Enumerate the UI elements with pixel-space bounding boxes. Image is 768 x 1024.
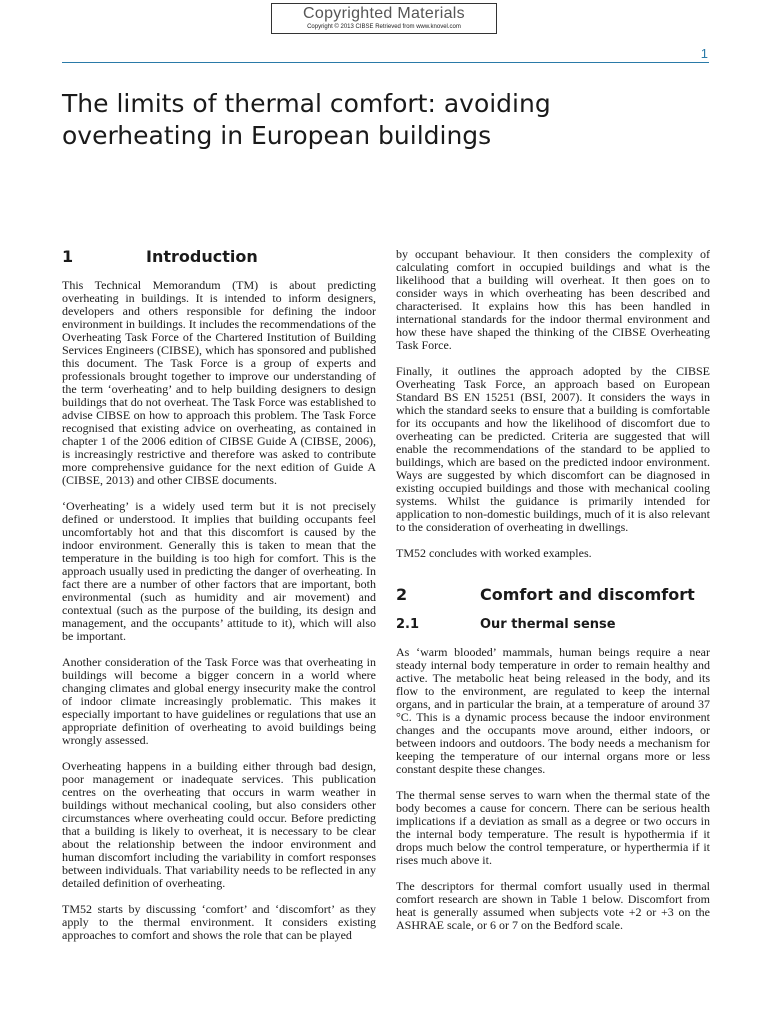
paragraph: As ‘warm blooded’ mammals, human beings require a near steady internal body temperature in order to remain healthy and active. The metabolic heat being released in the body, and its flow to the environment, are regulated to keep the internal organs, and in particular the brain, at a temperature of around 37 °C. This is a dynamic process because the indoor environment changes and the occupants move around, either indoors, or between indoors and outdoors. The body needs a mechanism for keeping the temperature of our internal organs more or less constant despite these changes. bbox=[396, 645, 710, 776]
paragraph: This Technical Memorandum (TM) is about predicting overheating in buildings. It is intended to inform designers, developers and others responsible for defining the indoor environment in buildings. It includes the recommendations of the Overheating Task Force of the Chartered Institution of Building Services Engineers (CIBSE), which has sponsored and published this document. The Task Force is a group of experts and professionals brought together to improve our understanding of the term ‘overheating’ and to help building designers to design buildings that do not overheat. The Task Force was established to advise CIBSE on how to approach this problem. The Task Force recognised that existing advice on overheating, as contained in chapter 1 of the 2006 edition of CIBSE Guide A (CIBSE, 2006), is increasingly restrictive and therefore was asked to contribute more comprehensive guidance for the next edition of Guide A (CIBSE, 2013) and other CIBSE documents. bbox=[62, 278, 376, 487]
document-title: The limits of thermal comfort: avoiding overheating in European buildings bbox=[62, 89, 551, 150]
page-number: 1 bbox=[700, 46, 708, 61]
section-2-1-heading bbox=[396, 616, 710, 634]
left-column bbox=[62, 246, 376, 942]
header-rule bbox=[62, 62, 709, 63]
paragraph: TM52 concludes with worked examples. bbox=[396, 546, 592, 560]
section-title: Comfort and discomfort bbox=[480, 585, 695, 604]
copyright-watermark bbox=[271, 3, 497, 34]
watermark-subtitle: Copyright © 2013 CIBSE Retrieved from www.knovel.com bbox=[307, 24, 461, 30]
paragraph: The thermal sense serves to warn when the thermal state of the body becomes a cause for concern. There can be serious health implications if a deviation as small as a degree or two occurs in the internal body temperature. The result is hypothermia if it drops much below the control temperature, or hyperthermia if it rises much above it. bbox=[396, 788, 710, 867]
section-2-heading bbox=[396, 584, 710, 606]
paragraph: The descriptors for thermal comfort usually used in thermal comfort research are shown in Table 1 below. Discomfort from heat is generally assumed when subjects vote +2 or +3 on the ASHRAE scale, or 6 or 7 on the Bedford scale. bbox=[396, 879, 710, 932]
section-number: 1 bbox=[62, 247, 74, 266]
watermark-title: Copyrighted Materials bbox=[303, 5, 465, 22]
section-1-heading bbox=[62, 246, 376, 268]
subsection-number: 2.1 bbox=[396, 617, 420, 632]
paragraph: Overheating happens in a building either through bad design, poor management or inadequate services. This publication centres on the overheating that occurs in warm weather in buildings without mechanical cooling, but also considers other circumstances where overheating could occur. Before predicting that a building is likely to overheat, it is necessary to be clear about the relationship between the indoor environment and human discomfort including the variability in comfort responses between individuals. That variability needs to be reflected in any detailed definition of overheating. bbox=[62, 759, 376, 890]
paragraph: TM52 starts by discussing ‘comfort’ and ‘discomfort’ as they apply to the thermal environment. It considers existing approaches to comfort and shows the role that can be played bbox=[62, 902, 376, 942]
paragraph: Finally, it outlines the approach adopted by the CIBSE Overheating Task Force, an approach based on European Standard BS EN 15251 (BSI, 2007). It considers the ways in which the standard seeks to ensure that a building is comfortable for its occupants and how the likelihood of discomfort due to overheating can be predicted. Criteria are suggested that will enable the recommendations of the standard to be applied to buildings, which are based on the predicted indoor environment. Ways are suggested by which discomfort can be diagnosed in existing occupied buildings and those with mechanical cooling systems. Whilst the guidance is primarily intended for application to non-domestic buildings, much of it is also relevant to the consideration of overheating in dwellings. bbox=[396, 364, 710, 534]
subsection-title: Our thermal sense bbox=[480, 617, 616, 632]
right-column bbox=[396, 248, 710, 932]
section-number: 2 bbox=[396, 585, 408, 604]
paragraph: Another consideration of the Task Force was that overheating in buildings will become a bigger concern in a world where changing climates and global energy insecurity make the control of indoor climate increasingly problematic. This makes it especially important to have guidelines or regulations that use an appropriate definition of overheating to avoid buildings being wrongly assessed. bbox=[62, 655, 376, 747]
paragraph: ‘Overheating’ is a widely used term but it is not precisely defined or understood. It implies that building occupants feel uncomfortably hot and that this discomfort is caused by the indoor environment. Generally this is taken to mean that the temperature in the building is too high for comfort. This is the approach usually used in predicting the danger of overheating. In fact there are a number of other factors that are important, both environmental (such as humidity and air movement) and contextual (such as the purpose of the building, its design and management, and the occupants’ attitude to it), which will also be important. bbox=[62, 499, 376, 643]
paragraph: by occupant behaviour. It then considers the complexity of calculating comfort in occupied buildings and what is the likelihood that a building will overheat. It then goes on to consider ways in which overheating has been described and characterised. It explains how this has been handled in international standards for the indoor thermal environment and how these have shaped the thinking of the CIBSE Overheating Task Force. bbox=[396, 247, 710, 352]
section-title: Introduction bbox=[146, 247, 258, 266]
